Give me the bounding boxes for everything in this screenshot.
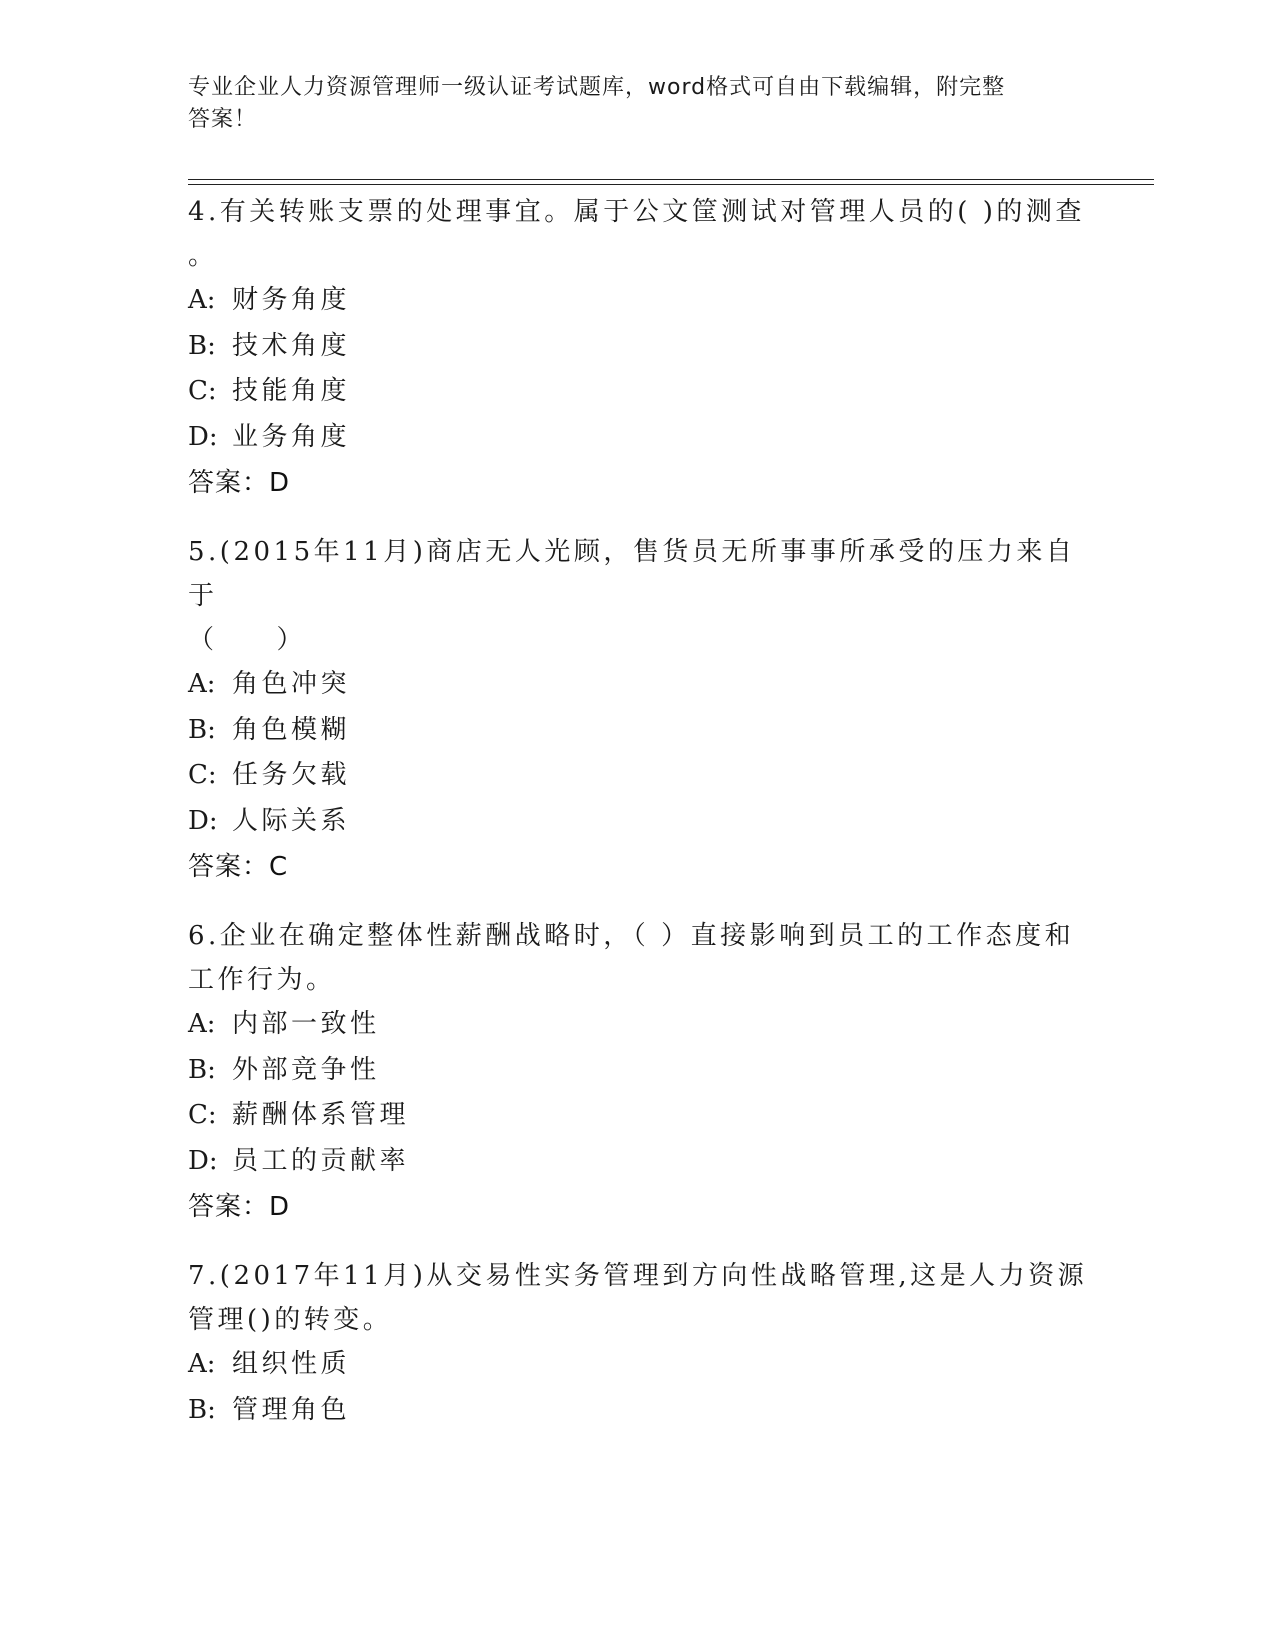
option-a — [188, 1342, 1088, 1388]
option-a — [188, 278, 1088, 324]
question-item — [188, 190, 1088, 506]
header-line-2: 答案！ — [188, 107, 258, 132]
option-key: B: — [188, 1054, 216, 1085]
question-text-line-2: （ ） — [188, 625, 307, 655]
option-label: 角色模糊 — [232, 714, 351, 745]
question-item — [188, 530, 1088, 890]
question-text-line-2: 管理()的转变。 — [188, 1305, 393, 1335]
option-key: D: — [188, 1145, 218, 1176]
question-text-line-1: 4.有关转账支票的处理事宜。属于公文筐测试对管理人员的( )的测查 — [188, 197, 1085, 227]
option-label: 内部一致性 — [232, 1009, 380, 1039]
option-label: 角色冲突 — [232, 669, 351, 699]
option-label: 管理角色 — [232, 1394, 351, 1425]
header-divider-top — [188, 179, 1154, 180]
option-b — [188, 1048, 1088, 1094]
question-item — [188, 1254, 1088, 1433]
option-d — [188, 1139, 1088, 1185]
option-key: C: — [188, 760, 217, 790]
option-label: 外部竞争性 — [232, 1054, 380, 1085]
header-divider-bottom — [188, 184, 1154, 185]
document-header — [188, 72, 1068, 136]
option-key: B: — [188, 330, 216, 361]
option-key: A: — [188, 1349, 216, 1379]
question-text — [188, 530, 1088, 662]
option-label: 组织性质 — [232, 1349, 351, 1379]
question-text-line-2: 。 — [188, 241, 218, 271]
answer-text: 答案：D — [188, 1192, 291, 1222]
option-label: 技能角度 — [232, 376, 351, 406]
answer-text: 答案：C — [188, 852, 289, 882]
option-label: 任务欠载 — [232, 760, 351, 790]
option-label: 业务角度 — [232, 421, 351, 452]
question-text-line-1: 6.企业在确定整体性薪酬战略时，（ ）直接影响到员工的工作态度和 — [188, 921, 1075, 951]
question-list — [188, 190, 1088, 1457]
option-list — [188, 278, 1088, 460]
option-key: C: — [188, 376, 217, 406]
question-text-line-1: 5.(2015年11月)商店无人光顾，售货员无所事事所承受的压力来自于 — [188, 537, 1076, 611]
option-c — [188, 753, 1088, 799]
option-key: A: — [188, 1009, 216, 1039]
option-key: A: — [188, 285, 216, 315]
option-key: C: — [188, 1100, 217, 1130]
header-line-1: 专业企业人力资源管理师一级认证考试题库，word格式可自由下载编辑，附完整 — [188, 75, 1006, 100]
question-text — [188, 1254, 1088, 1342]
option-label: 技术角度 — [232, 330, 351, 361]
option-list — [188, 662, 1088, 844]
option-b — [188, 1388, 1088, 1434]
option-label: 财务角度 — [232, 285, 351, 315]
option-list — [188, 1342, 1088, 1433]
option-c — [188, 1093, 1088, 1139]
option-a — [188, 662, 1088, 708]
option-key: B: — [188, 1394, 216, 1425]
option-a — [188, 1002, 1088, 1048]
question-item — [188, 914, 1088, 1230]
option-b — [188, 708, 1088, 754]
option-list — [188, 1002, 1088, 1184]
option-b — [188, 324, 1088, 370]
question-text — [188, 190, 1088, 278]
option-key: D: — [188, 421, 218, 452]
option-d — [188, 415, 1088, 461]
option-label: 人际关系 — [232, 805, 351, 836]
question-text-line-2: 工作行为。 — [188, 965, 336, 995]
answer-text: 答案：D — [188, 468, 291, 498]
option-key: D: — [188, 805, 218, 836]
option-label: 薪酬体系管理 — [232, 1100, 410, 1130]
option-d — [188, 799, 1088, 845]
question-text — [188, 914, 1088, 1002]
option-key: A: — [188, 669, 216, 699]
question-text-line-1: 7.(2017年11月)从交易性实务管理到方向性战略管理,这是人力资源 — [188, 1261, 1088, 1291]
option-key: B: — [188, 714, 216, 745]
option-c — [188, 369, 1088, 415]
option-label: 员工的贡献率 — [232, 1145, 410, 1176]
